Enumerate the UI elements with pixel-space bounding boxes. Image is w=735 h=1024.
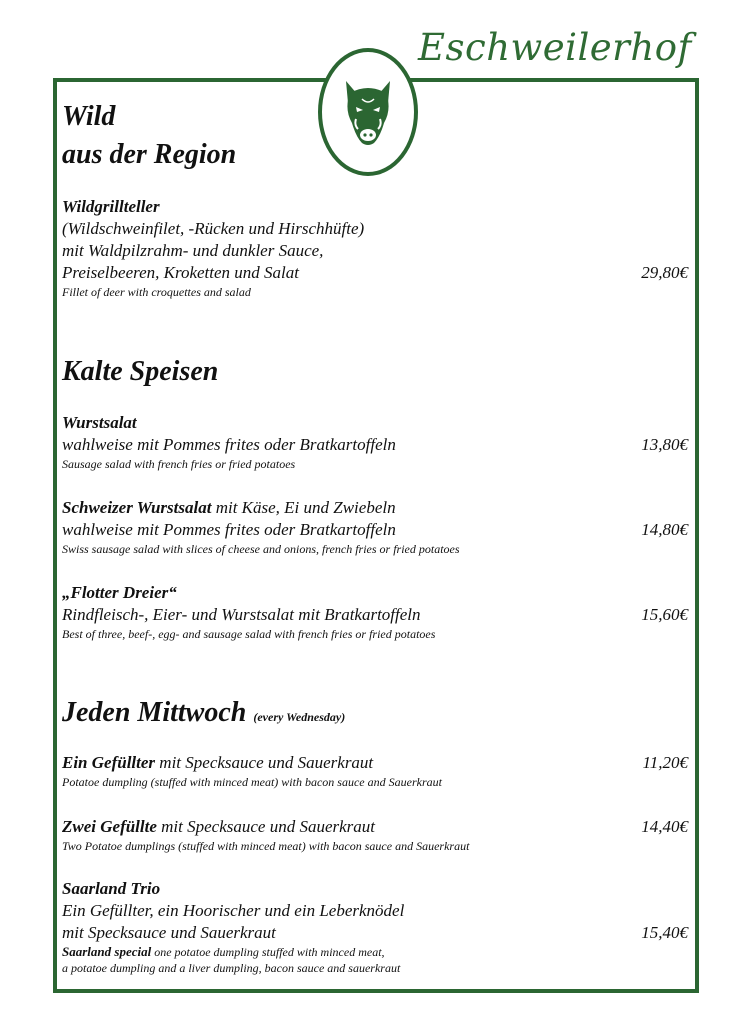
logo — [318, 48, 418, 176]
section-title-line2: aus der Region — [62, 139, 237, 170]
item-description: wahlweise mit Pommes frites oder Bratkartoffeln — [62, 520, 396, 539]
item-price: 15,40€ — [641, 923, 688, 942]
item-translation: Sausage salad with french fries or fried potatoes — [62, 457, 296, 471]
menu-item-wurstsalat — [62, 412, 688, 472]
item-price: 14,40€ — [641, 817, 688, 836]
item-name-detail: mit Specksauce und Sauerkraut — [155, 753, 374, 772]
section-title-line1: Wild — [62, 101, 116, 132]
menu-item-flotter-dreier — [62, 582, 688, 642]
section-title-note: (every Wednesday) — [253, 710, 346, 724]
item-translation: Best of three, beef-, egg- and sausage salad with french fries or fried potatoes — [62, 627, 436, 641]
item-translation-title: Saarland special — [62, 944, 152, 959]
item-name: „Flotter Dreier“ — [62, 583, 177, 602]
item-price: 13,80€ — [641, 435, 688, 454]
item-name: Saarland Trio — [62, 879, 161, 898]
menu-item-wildgrillteller — [62, 196, 688, 300]
item-price: 29,80€ — [641, 263, 688, 282]
item-description: mit Specksauce und Sauerkraut — [62, 923, 276, 942]
item-price: 11,20€ — [642, 753, 688, 772]
item-description: Ein Gefüllter, ein Hoorischer und ein Leberknödel — [62, 901, 405, 920]
item-description: Rindfleisch-, Eier- und Wurstsalat mit Bratkartoffeln — [62, 605, 421, 624]
menu-item-zwei-gefuellte — [62, 816, 688, 854]
brand-name: Eschweilerhof — [418, 26, 692, 69]
item-description: mit Waldpilzrahm- und dunkler Sauce, — [62, 241, 324, 260]
item-translation: Two Potatoe dumplings (stuffed with minced meat) with bacon sauce and Sauerkraut — [62, 839, 470, 853]
item-translation: Swiss sausage salad with slices of cheese and onions, french fries or fried potatoes — [62, 542, 460, 556]
item-description: wahlweise mit Pommes frites oder Bratkartoffeln — [62, 435, 396, 454]
item-price: 15,60€ — [641, 605, 688, 624]
item-name: Zwei Gefüllte — [62, 817, 157, 836]
item-name-detail: mit Specksauce und Sauerkraut — [156, 817, 376, 836]
item-name: Wildgrillteller — [62, 197, 160, 216]
menu-item-saarland-trio — [62, 878, 688, 976]
item-translation: one potatoe dumpling stuffed with minced meat, — [151, 945, 385, 959]
item-description: (Wildschweinfilet, -Rücken und Hirschhüfte) — [62, 219, 365, 238]
section-title-kalte-speisen: Kalte Speisen — [62, 356, 219, 387]
item-name-detail: mit Käse, Ei und Zwiebeln — [211, 498, 396, 517]
menu-item-ein-gefuellter — [62, 752, 688, 790]
item-translation: Potatoe dumpling (stuffed with minced meat) with bacon sauce and Sauerkraut — [62, 775, 442, 789]
section-title-wild — [62, 98, 236, 174]
item-name: Wurstsalat — [62, 413, 137, 432]
item-description: Preiselbeeren, Kroketten und Salat — [62, 263, 299, 282]
item-name: Ein Gefüllter — [62, 753, 156, 772]
section-title-text: Jeden Mittwoch — [62, 697, 247, 728]
boar-head-icon — [336, 75, 400, 149]
menu-item-schweizer-wurstsalat — [62, 497, 688, 557]
item-translation: Fillet of deer with croquettes and salad — [62, 285, 251, 299]
item-translation: a potatoe dumpling and a liver dumpling, bacon sauce and sauerkraut — [62, 961, 401, 975]
item-name: Schweizer Wurstsalat — [62, 498, 212, 517]
section-title-jeden-mittwoch — [62, 694, 345, 736]
item-price: 14,80€ — [641, 520, 688, 539]
